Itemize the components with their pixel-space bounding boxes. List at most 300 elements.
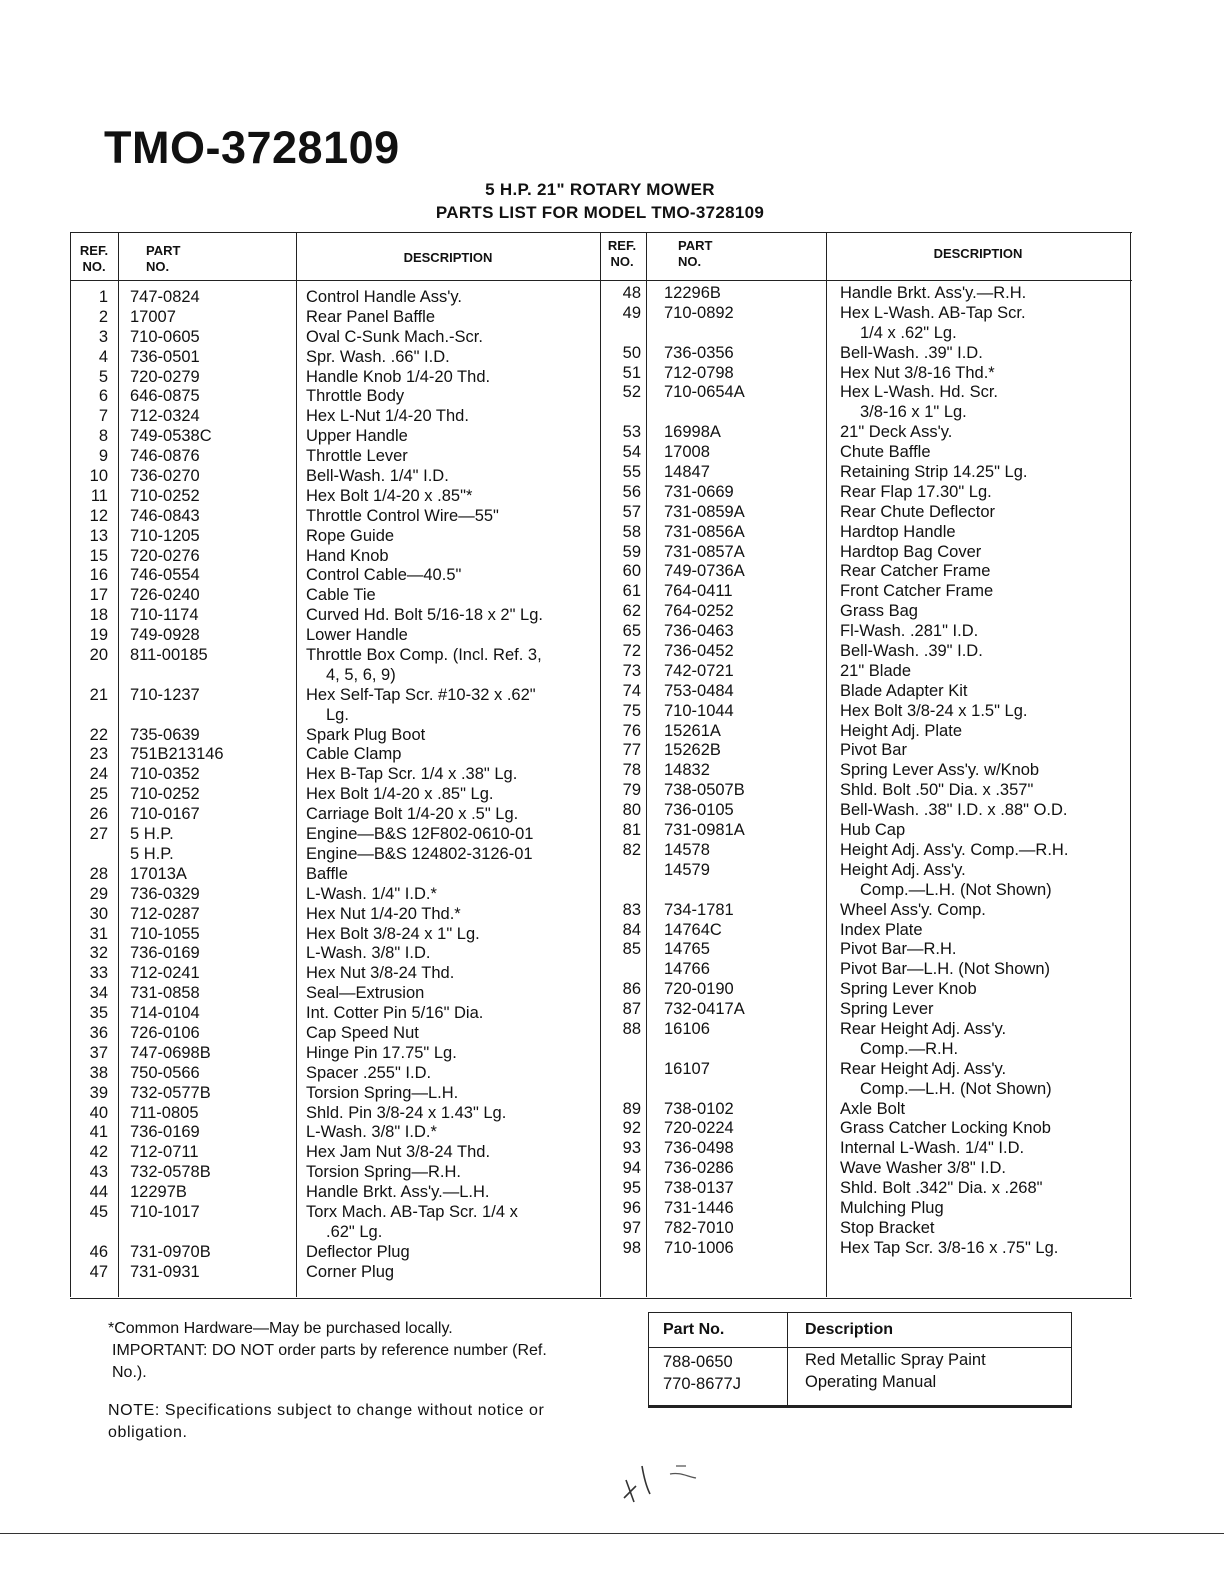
ref-no-cell: 61 bbox=[622, 582, 641, 601]
description-cell: Upper Handle bbox=[306, 427, 408, 446]
description-cell: Rear Panel Baffle bbox=[306, 307, 436, 326]
parts-table-row bbox=[600, 602, 1130, 622]
part-no-cell: 15262B bbox=[664, 741, 721, 760]
part-no-cell: 16998A bbox=[664, 423, 721, 442]
part-no-cell: 731-0858 bbox=[130, 984, 200, 1003]
ref-no-cell: 44 bbox=[89, 1183, 108, 1202]
part-no-cell: 726-0106 bbox=[130, 1023, 200, 1042]
ref-no-cell: 40 bbox=[89, 1103, 108, 1122]
description-cell: Hex L-Wash. AB-Tap Scr. bbox=[840, 303, 1026, 322]
part-no-cell: 710-0654A bbox=[664, 383, 745, 402]
ref-no-cell: 96 bbox=[622, 1198, 641, 1217]
ref-no-cell: 36 bbox=[89, 1023, 108, 1042]
description-cell: Hub Cap bbox=[840, 821, 906, 840]
description-cell: Spring Lever bbox=[840, 1000, 934, 1019]
ref-no-cell: 28 bbox=[89, 864, 108, 883]
parts-table-row bbox=[600, 622, 1130, 642]
ref-no-cell: 78 bbox=[622, 761, 641, 780]
description-cell: Front Catcher Frame bbox=[840, 582, 994, 601]
parts-table-row bbox=[600, 364, 1130, 384]
description-cell: Wave Washer 3/8" I.D. bbox=[840, 1159, 1007, 1178]
ref-no-cell: 77 bbox=[622, 741, 641, 760]
ref-no-cell: 48 bbox=[622, 284, 641, 302]
ref-no-cell: 1 bbox=[98, 288, 108, 306]
description-cell: Spacer .255" I.D. bbox=[306, 1063, 432, 1082]
ref-no-cell: 6 bbox=[98, 387, 108, 406]
description-cell: Cable Tie bbox=[306, 586, 376, 605]
ref-no-cell: 15 bbox=[89, 546, 108, 565]
parts-table-row-continuation bbox=[600, 403, 1130, 423]
parts-table-row bbox=[600, 980, 1130, 1000]
ref-no-cell: 18 bbox=[89, 606, 108, 625]
part-no-cell: 720-0190 bbox=[664, 980, 734, 999]
part-no-cell: 736-0452 bbox=[664, 642, 734, 661]
header-ref-no: REF. NO. bbox=[607, 238, 637, 269]
ref-no-cell: 26 bbox=[89, 805, 108, 824]
description-cell: Rope Guide bbox=[306, 526, 395, 545]
document-heading: PARTS LIST FOR MODEL TMO-3728109 bbox=[435, 203, 765, 222]
part-no-cell: 710-0352 bbox=[130, 765, 200, 784]
description-cell: Carriage Bolt 1/4-20 x .5" Lg. bbox=[306, 805, 519, 824]
description-cell: Control Cable—40.5" bbox=[306, 566, 462, 585]
ref-no-cell: 82 bbox=[622, 840, 641, 859]
ref-no-cell: 76 bbox=[622, 721, 641, 740]
part-no-cell: 747-0824 bbox=[130, 288, 200, 306]
parts-table-row bbox=[600, 463, 1130, 483]
description-cell: Comp.—L.H. (Not Shown) bbox=[860, 1079, 1052, 1098]
ref-no-cell: 50 bbox=[622, 343, 641, 362]
description-cell: L-Wash. 1/4" I.D.* bbox=[306, 884, 437, 903]
description-cell: Pivot Bar—L.H. (Not Shown) bbox=[840, 960, 1050, 979]
description-cell: Hex Self-Tap Scr. #10-32 x .62" bbox=[306, 685, 536, 704]
part-no-cell: 710-1055 bbox=[130, 924, 200, 943]
parts-table-row bbox=[70, 288, 600, 308]
ref-no-cell: 81 bbox=[622, 821, 641, 840]
part-no-cell: 736-0356 bbox=[664, 343, 734, 362]
header-divider bbox=[70, 280, 1132, 281]
parts-table-row bbox=[600, 483, 1130, 503]
part-no-cell: 736-0169 bbox=[130, 1123, 200, 1142]
parts-table-row-continuation bbox=[70, 706, 600, 726]
part-no-cell: 736-0105 bbox=[664, 801, 734, 820]
ref-no-cell: 32 bbox=[89, 944, 108, 963]
parts-table-row bbox=[600, 383, 1130, 403]
part-no-cell: 15261A bbox=[664, 721, 721, 740]
ref-no-cell: 80 bbox=[622, 801, 641, 820]
ref-no-cell: 83 bbox=[622, 900, 641, 919]
description-cell: Hex Nut 3/8-24 Thd. bbox=[306, 964, 455, 983]
description-cell: Hex L-Wash. Hd. Scr. bbox=[840, 383, 999, 402]
ref-no-cell: 59 bbox=[622, 542, 641, 561]
part-no-cell: 14579 bbox=[664, 860, 710, 879]
parts-table-row bbox=[70, 805, 600, 825]
ref-no-cell: 11 bbox=[90, 486, 108, 505]
description-cell: Hex Bolt 1/4-20 x .85" Lg. bbox=[306, 785, 494, 804]
parts-table-row bbox=[70, 586, 600, 606]
ref-no-cell: 43 bbox=[89, 1163, 108, 1182]
parts-table-row bbox=[70, 547, 600, 567]
part-no-cell: 14766 bbox=[664, 960, 710, 979]
parts-table-row bbox=[70, 905, 600, 925]
description-cell: Hand Knob bbox=[306, 546, 389, 565]
description-cell: L-Wash. 3/8" I.D. bbox=[306, 944, 431, 963]
description-cell: Spring Lever Ass'y. w/Knob bbox=[840, 761, 1040, 780]
ref-no-cell: 56 bbox=[622, 482, 641, 501]
ref-no-cell: 35 bbox=[89, 1004, 108, 1023]
specifications-note-block bbox=[108, 1400, 578, 1444]
table-border-right bbox=[1130, 232, 1131, 1297]
parts-table-row bbox=[600, 562, 1130, 582]
ref-no-cell: 74 bbox=[622, 681, 641, 700]
ref-no-cell: 10 bbox=[89, 467, 108, 486]
parts-table-row bbox=[600, 1100, 1130, 1120]
ref-no-cell: 21 bbox=[89, 685, 108, 704]
part-no-cell: 710-0167 bbox=[130, 805, 200, 824]
part-no-cell: 710-0252 bbox=[130, 785, 200, 804]
parts-table-row bbox=[600, 503, 1130, 523]
description-cell: Comp.—L.H. (Not Shown) bbox=[860, 880, 1052, 899]
description-cell: Height Adj. Ass'y. Comp.—R.H. bbox=[840, 840, 1069, 859]
part-no-cell: 734-1781 bbox=[664, 900, 734, 919]
ref-no-cell: 38 bbox=[89, 1063, 108, 1082]
part-no-cell: 710-0892 bbox=[664, 303, 734, 322]
ref-no-cell: 25 bbox=[89, 785, 108, 804]
parts-table-row bbox=[70, 407, 600, 427]
parts-table-row bbox=[70, 726, 600, 746]
ref-no-cell: 57 bbox=[622, 502, 641, 521]
description-cell: Baffle bbox=[306, 864, 348, 883]
part-no-cell: 16107 bbox=[664, 1059, 710, 1078]
part-no-cell: 712-0287 bbox=[130, 904, 200, 923]
ref-no-cell: 12 bbox=[89, 506, 108, 525]
parts-table-row bbox=[70, 765, 600, 785]
parts-table-row bbox=[70, 1243, 600, 1263]
description-cell: Stop Bracket bbox=[840, 1218, 935, 1237]
part-no-cell: 714-0104 bbox=[130, 1004, 200, 1023]
description-cell: Throttle Control Wire—55" bbox=[306, 506, 499, 525]
parts-table-row bbox=[600, 284, 1130, 304]
parts-table-row bbox=[600, 423, 1130, 443]
parts-table-row bbox=[70, 1183, 600, 1203]
ref-no-cell: 73 bbox=[622, 661, 641, 680]
part-no-cell: 731-0856A bbox=[664, 522, 745, 541]
extra-header-description: Description bbox=[805, 1321, 894, 1338]
extra-header-divider bbox=[649, 1347, 1071, 1348]
parts-table-row bbox=[70, 527, 600, 547]
part-no-cell: 782-7010 bbox=[664, 1218, 734, 1237]
description-cell: Height Adj. Plate bbox=[840, 721, 962, 740]
description-cell: Control Handle Ass'y. bbox=[306, 288, 463, 306]
part-no-cell: 749-0538C bbox=[130, 427, 212, 446]
ref-no-cell: 5 bbox=[98, 367, 108, 386]
description-cell: Torx Mach. AB-Tap Scr. 1/4 x bbox=[306, 1202, 518, 1221]
part-no-cell: 736-0463 bbox=[664, 622, 734, 641]
part-no-cell: 14764C bbox=[664, 920, 722, 939]
parts-table-row bbox=[70, 467, 600, 487]
part-no-cell: 710-1174 bbox=[130, 606, 199, 625]
ref-no-cell: 86 bbox=[622, 980, 641, 999]
part-no-cell: 736-0501 bbox=[130, 347, 200, 366]
parts-table-row bbox=[600, 1000, 1130, 1020]
description-cell: Grass Bag bbox=[840, 602, 918, 621]
part-no-cell: 764-0411 bbox=[664, 582, 733, 601]
ref-no-cell: 93 bbox=[622, 1139, 641, 1158]
part-no-cell: 738-0102 bbox=[664, 1099, 734, 1118]
parts-table-row bbox=[600, 960, 1130, 980]
ref-no-cell: 97 bbox=[622, 1218, 641, 1237]
part-no-cell: 731-0857A bbox=[664, 542, 745, 561]
parts-table-row bbox=[600, 1179, 1130, 1199]
ref-no-cell: 87 bbox=[622, 1000, 641, 1019]
handwritten-mark bbox=[620, 1458, 710, 1518]
description-cell: Shld. Bolt .342" Dia. x .268" bbox=[840, 1179, 1043, 1198]
description-cell: Hex Nut 1/4-20 Thd.* bbox=[306, 904, 461, 923]
description-cell: Int. Cotter Pin 5/16" Dia. bbox=[306, 1004, 484, 1023]
description-cell: Corner Plug bbox=[306, 1262, 395, 1281]
parts-table-row bbox=[70, 606, 600, 626]
ref-no-cell: 89 bbox=[622, 1099, 641, 1118]
parts-table-row bbox=[600, 1199, 1130, 1219]
parts-table-row bbox=[600, 523, 1130, 543]
part-no-cell: 14765 bbox=[664, 940, 710, 959]
parts-table-row bbox=[70, 845, 600, 865]
ref-no-cell: 53 bbox=[622, 423, 641, 442]
description-cell: Hex B-Tap Scr. 1/4 x .38" Lg. bbox=[306, 765, 518, 784]
part-no-cell: 735-0639 bbox=[130, 725, 200, 744]
parts-table-row bbox=[600, 761, 1130, 781]
description-cell: 3/8-16 x 1" Lg. bbox=[860, 403, 967, 422]
document-subtitle: 5 H.P. 21" ROTARY MOWER bbox=[485, 180, 715, 199]
ref-no-cell: 23 bbox=[89, 745, 108, 764]
description-cell: 1/4 x .62" Lg. bbox=[860, 323, 957, 342]
ref-no-cell: 54 bbox=[622, 443, 641, 462]
ref-no-cell: 58 bbox=[622, 522, 641, 541]
parts-table-row-continuation bbox=[600, 1040, 1130, 1060]
parts-table-row bbox=[70, 1024, 600, 1044]
ref-no-cell: 60 bbox=[622, 562, 641, 581]
parts-table-row bbox=[600, 821, 1130, 841]
ref-no-cell: 47 bbox=[89, 1262, 108, 1281]
part-no-cell: 731-0970B bbox=[130, 1242, 211, 1261]
description-cell: Bell-Wash. 1/4" I.D. bbox=[306, 467, 449, 486]
description-cell: Engine—B&S 12F802-0610-01 bbox=[306, 825, 534, 844]
parts-table-row bbox=[70, 447, 600, 467]
description-cell: 21" Blade bbox=[840, 661, 911, 680]
description-cell: .62" Lg. bbox=[326, 1222, 383, 1241]
ref-no-cell: 20 bbox=[89, 646, 108, 665]
ref-no-cell: 94 bbox=[622, 1159, 641, 1178]
description-cell: Hardtop Handle bbox=[840, 522, 956, 541]
parts-table-row bbox=[600, 682, 1130, 702]
parts-table-row bbox=[600, 1139, 1130, 1159]
extra-column-divider bbox=[787, 1313, 788, 1405]
ref-no-cell: 27 bbox=[89, 825, 108, 844]
parts-table-row bbox=[600, 940, 1130, 960]
ref-no-cell: 19 bbox=[89, 626, 108, 645]
description-cell: Hex Nut 3/8-16 Thd.* bbox=[840, 363, 995, 382]
description-cell: Hex Tap Scr. 3/8-16 x .75" Lg. bbox=[840, 1238, 1059, 1257]
description-cell: Spark Plug Boot bbox=[306, 725, 426, 744]
parts-table-row bbox=[600, 901, 1130, 921]
ref-no-cell: 30 bbox=[89, 904, 108, 923]
part-no-cell: 747-0698B bbox=[130, 1043, 211, 1062]
header-ref-no: REF. NO. bbox=[79, 243, 109, 274]
header-description: DESCRIPTION bbox=[403, 250, 493, 265]
ref-no-cell: 45 bbox=[89, 1202, 108, 1221]
parts-table-row bbox=[70, 1163, 600, 1183]
part-no-cell: 17013A bbox=[130, 864, 187, 883]
parts-table-row bbox=[600, 1159, 1130, 1179]
part-no-cell: 736-0270 bbox=[130, 467, 200, 486]
parts-table-row bbox=[70, 964, 600, 984]
parts-table-row bbox=[600, 1020, 1130, 1040]
ref-no-cell: 62 bbox=[622, 602, 641, 621]
part-no-cell: 17007 bbox=[130, 307, 176, 326]
part-no-cell: 742-0721 bbox=[664, 661, 734, 680]
parts-table-row-continuation bbox=[70, 1223, 600, 1243]
ref-no-cell: 17 bbox=[89, 586, 108, 605]
ref-no-cell: 13 bbox=[89, 526, 108, 545]
ref-no-cell: 3 bbox=[98, 327, 108, 346]
extra-part-no: 770-8677J bbox=[663, 1375, 741, 1393]
description-cell: Throttle Body bbox=[306, 387, 405, 406]
parts-table-row bbox=[600, 702, 1130, 722]
extra-part-description: Red Metallic Spray Paint bbox=[805, 1351, 986, 1369]
part-no-cell: 14578 bbox=[664, 840, 710, 859]
description-cell: Axle Bolt bbox=[840, 1099, 906, 1118]
description-cell: Throttle Lever bbox=[306, 447, 408, 466]
description-cell: Lower Handle bbox=[306, 626, 408, 645]
description-cell: Comp.—R.H. bbox=[860, 1039, 959, 1058]
part-no-cell: 711-0805 bbox=[130, 1103, 199, 1122]
description-cell: Rear Height Adj. Ass'y. bbox=[840, 1019, 1007, 1038]
parts-table-row bbox=[600, 642, 1130, 662]
description-cell: Hardtop Bag Cover bbox=[840, 542, 982, 561]
description-cell: Bell-Wash. .39" I.D. bbox=[840, 642, 983, 661]
description-cell: Spr. Wash. .66" I.D. bbox=[306, 347, 450, 366]
parts-table-row bbox=[600, 801, 1130, 821]
description-cell: Oval C-Sunk Mach.-Scr. bbox=[306, 327, 483, 346]
parts-table-row bbox=[70, 1084, 600, 1104]
part-no-cell: 726-0240 bbox=[130, 586, 200, 605]
part-no-cell: 16106 bbox=[664, 1019, 710, 1038]
part-no-cell: 731-0669 bbox=[664, 482, 734, 501]
parts-table-row bbox=[70, 308, 600, 328]
description-cell: Shld. Bolt .50" Dia. x .357" bbox=[840, 781, 1034, 800]
parts-table-row bbox=[600, 443, 1130, 463]
ref-no-cell: 41 bbox=[89, 1123, 108, 1142]
part-no-cell: 712-0711 bbox=[130, 1143, 199, 1162]
parts-table-row bbox=[70, 1263, 600, 1283]
parts-table-row bbox=[70, 328, 600, 348]
description-cell: Engine—B&S 124802-3126-01 bbox=[306, 844, 533, 863]
parts-table-row bbox=[70, 944, 600, 964]
part-no-cell: 746-0554 bbox=[130, 566, 200, 585]
parts-table-row-continuation bbox=[600, 881, 1130, 901]
ref-no-cell: 85 bbox=[622, 940, 641, 959]
part-no-cell: 712-0241 bbox=[130, 964, 200, 983]
description-cell: Hinge Pin 17.75" Lg. bbox=[306, 1043, 457, 1062]
parts-table-row bbox=[600, 1060, 1130, 1080]
description-cell: Height Adj. Ass'y. bbox=[840, 860, 966, 879]
parts-column-right bbox=[600, 284, 1130, 1259]
parts-table-row bbox=[600, 304, 1130, 324]
ref-no-cell: 88 bbox=[622, 1019, 641, 1038]
extra-part-description: Operating Manual bbox=[805, 1373, 937, 1391]
ref-no-cell: 16 bbox=[89, 566, 108, 585]
part-no-cell: 720-0276 bbox=[130, 546, 200, 565]
description-cell: L-Wash. 3/8" I.D.* bbox=[306, 1123, 437, 1142]
part-no-cell: 736-0286 bbox=[664, 1159, 734, 1178]
description-cell: 4, 5, 6, 9) bbox=[326, 665, 396, 684]
part-no-cell: 749-0736A bbox=[664, 562, 745, 581]
description-cell: Throttle Box Comp. (Incl. Ref. 3, bbox=[306, 646, 542, 665]
part-no-cell: 751B213146 bbox=[130, 745, 224, 764]
description-cell: Handle Brkt. Ass'y.—R.H. bbox=[840, 284, 1027, 302]
ref-no-cell: 95 bbox=[622, 1179, 641, 1198]
parts-table-row bbox=[70, 1123, 600, 1143]
header-description: DESCRIPTION bbox=[933, 246, 1023, 261]
ref-no-cell: 84 bbox=[622, 920, 641, 939]
description-cell: Index Plate bbox=[840, 920, 923, 939]
description-cell: Hex Bolt 3/8-24 x 1" Lg. bbox=[306, 924, 480, 943]
parts-column-left bbox=[70, 288, 600, 1283]
parts-table-row bbox=[70, 1104, 600, 1124]
part-no-cell: 732-0578B bbox=[130, 1163, 211, 1182]
ref-no-cell: 4 bbox=[98, 347, 108, 366]
description-cell: Rear Chute Deflector bbox=[840, 502, 995, 521]
part-no-cell: 732-0417A bbox=[664, 1000, 745, 1019]
parts-table-row bbox=[600, 861, 1130, 881]
part-no-cell: 710-0252 bbox=[130, 486, 200, 505]
description-cell: Cable Clamp bbox=[306, 745, 402, 764]
parts-table-row bbox=[70, 885, 600, 905]
description-cell: Spring Lever Knob bbox=[840, 980, 977, 999]
parts-table-row-continuation bbox=[600, 324, 1130, 344]
part-no-cell: 710-1017 bbox=[130, 1202, 200, 1221]
part-no-cell: 712-0798 bbox=[664, 363, 734, 382]
ref-no-cell: 98 bbox=[622, 1238, 641, 1257]
parts-table-row bbox=[70, 865, 600, 885]
part-no-cell: 731-0981A bbox=[664, 821, 745, 840]
description-cell: Grass Catcher Locking Knob bbox=[840, 1119, 1051, 1138]
part-no-cell: 710-1205 bbox=[130, 526, 200, 545]
specifications-note: NOTE: Specifications subject to change without notice or obligation. bbox=[108, 1402, 545, 1441]
parts-table-row bbox=[600, 1219, 1130, 1239]
parts-table-row bbox=[70, 925, 600, 945]
ref-no-cell: 72 bbox=[622, 642, 641, 661]
parts-table-row bbox=[600, 741, 1130, 761]
part-no-cell: 736-0329 bbox=[130, 884, 200, 903]
description-cell: 21" Deck Ass'y. bbox=[840, 423, 953, 442]
part-no-cell: 712-0324 bbox=[130, 407, 200, 426]
ref-no-cell: 65 bbox=[622, 622, 641, 641]
ref-no-cell: 9 bbox=[98, 447, 108, 466]
ref-no-cell: 46 bbox=[89, 1242, 108, 1261]
description-cell: Pivot Bar bbox=[840, 741, 907, 760]
parts-table-row bbox=[70, 1064, 600, 1084]
description-cell: Torsion Spring—L.H. bbox=[306, 1083, 459, 1102]
parts-table-row bbox=[70, 646, 600, 666]
part-no-cell: 710-1044 bbox=[664, 701, 734, 720]
ref-no-cell: 24 bbox=[89, 765, 108, 784]
extra-header-part-no: Part No. bbox=[663, 1321, 725, 1338]
parts-table-row bbox=[600, 921, 1130, 941]
important-note: IMPORTANT: DO NOT order parts by reference number (Ref. No.). bbox=[112, 1342, 547, 1381]
parts-table-row bbox=[70, 348, 600, 368]
part-no-cell: 749-0928 bbox=[130, 626, 200, 645]
parts-table-row bbox=[70, 507, 600, 527]
